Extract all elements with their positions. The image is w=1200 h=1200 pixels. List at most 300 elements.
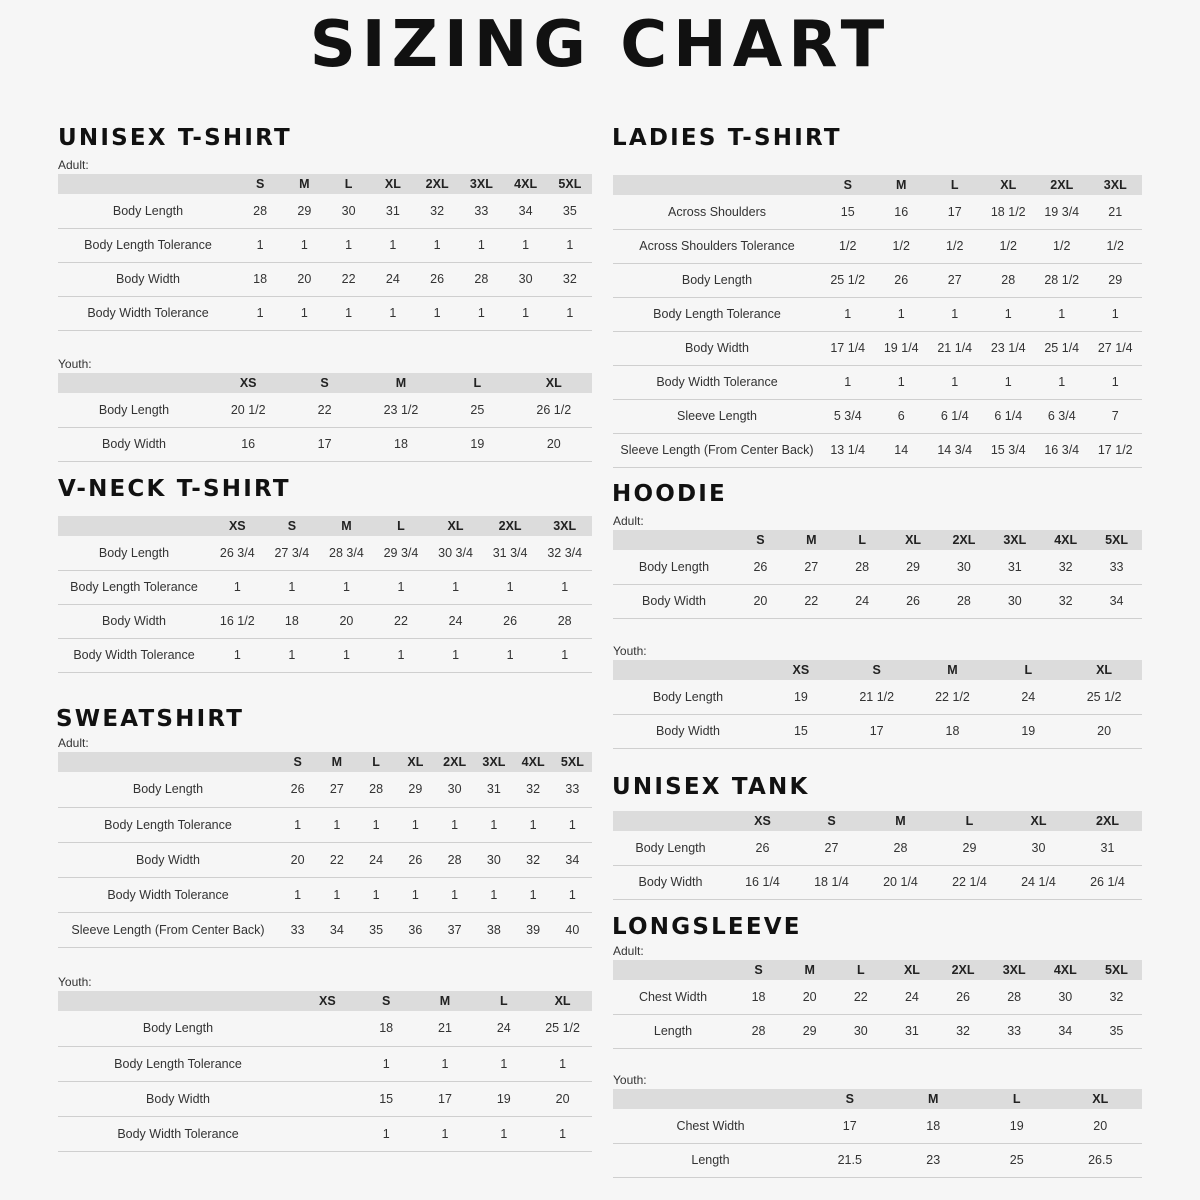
size-value: 1: [317, 877, 356, 912]
size-value: 27: [317, 772, 356, 807]
table-header-row: [613, 175, 1142, 195]
size-value: 28 3/4: [319, 536, 374, 570]
size-value: 26 3/4: [210, 536, 265, 570]
size-value: 26: [278, 772, 317, 807]
header-blank: [58, 752, 278, 772]
size-value: [298, 1046, 357, 1081]
size-value: 1: [435, 807, 474, 842]
size-value: 19: [990, 714, 1066, 748]
size-header: XS: [210, 373, 286, 393]
size-value: 25 1/4: [1035, 331, 1089, 365]
size-header: 2XL: [939, 530, 990, 550]
unisex-tank-title: UNISEX TANK: [612, 774, 810, 800]
size-value: 22: [786, 584, 837, 618]
header-blank: [613, 175, 821, 195]
table-row: [58, 1081, 592, 1116]
table-row: [58, 1116, 592, 1151]
size-value: 1: [483, 638, 538, 672]
size-value: 18: [892, 1109, 976, 1143]
measurement-label: Body Length Tolerance: [58, 570, 210, 604]
header-blank: [613, 1089, 808, 1109]
size-value: 29: [1089, 263, 1143, 297]
measurement-label: Body Width Tolerance: [58, 296, 238, 330]
size-header: 3XL: [1089, 175, 1143, 195]
size-value: 1: [357, 877, 396, 912]
size-value: 1: [317, 807, 356, 842]
size-value: 36: [396, 912, 435, 947]
size-value: 28: [435, 842, 474, 877]
size-value: 33: [989, 1014, 1040, 1048]
size-value: 26: [728, 831, 797, 865]
size-value: 27 1/4: [1089, 331, 1143, 365]
size-value: 27: [797, 831, 866, 865]
size-header: XL: [396, 752, 435, 772]
measurement-label: Body Width: [613, 331, 821, 365]
measurement-label: Body Length: [58, 1011, 298, 1046]
size-value: 1: [553, 877, 592, 912]
size-value: 28: [866, 831, 935, 865]
size-value: 1: [553, 807, 592, 842]
size-value: 26: [888, 584, 939, 618]
size-header: S: [286, 373, 362, 393]
size-value: [298, 1081, 357, 1116]
size-value: 28 1/2: [1035, 263, 1089, 297]
size-value: 28: [537, 604, 592, 638]
table-row: [58, 1011, 592, 1046]
size-value: 24: [990, 680, 1066, 714]
size-value: 1: [821, 365, 875, 399]
longsleeve-adult-label: Adult:: [613, 944, 644, 958]
size-header: XS: [728, 811, 797, 831]
size-header: 3XL: [474, 752, 513, 772]
table-row: [613, 331, 1142, 365]
size-value: 35: [548, 194, 592, 228]
size-value: 15: [763, 714, 839, 748]
table-header-row: [58, 373, 592, 393]
size-value: 17: [416, 1081, 475, 1116]
size-value: 24: [837, 584, 888, 618]
size-value: 32: [514, 842, 553, 877]
table-row: [613, 680, 1142, 714]
size-header: 2XL: [415, 174, 459, 194]
size-value: [298, 1116, 357, 1151]
size-value: 19 1/4: [875, 331, 929, 365]
size-value: 1: [374, 638, 429, 672]
size-value: 1: [533, 1046, 592, 1081]
size-value: 1: [396, 807, 435, 842]
table-row: [613, 297, 1142, 331]
size-value: 1: [548, 296, 592, 330]
size-value: 1: [514, 877, 553, 912]
size-value: 20: [1066, 714, 1142, 748]
size-value: 5 3/4: [821, 399, 875, 433]
size-value: 29: [282, 194, 326, 228]
size-value: 33: [1091, 550, 1142, 584]
size-header: M: [319, 516, 374, 536]
sweatshirt-title: SWEATSHIRT: [56, 706, 245, 732]
size-value: 1: [928, 365, 982, 399]
table-row: [58, 842, 592, 877]
size-header: 5XL: [553, 752, 592, 772]
size-value: 1: [1035, 297, 1089, 331]
measurement-label: Length: [613, 1014, 733, 1048]
size-header: S: [797, 811, 866, 831]
measurement-label: Body Width Tolerance: [613, 365, 821, 399]
size-value: 23: [892, 1143, 976, 1177]
table-row: [613, 195, 1142, 229]
size-value: 1: [435, 877, 474, 912]
table-row: [613, 229, 1142, 263]
size-value: 24 1/4: [1004, 865, 1073, 899]
size-header: S: [238, 174, 282, 194]
size-value: 1: [278, 877, 317, 912]
measurement-label: Across Shoulders Tolerance: [613, 229, 821, 263]
size-value: 1: [265, 638, 320, 672]
size-value: 1: [428, 570, 483, 604]
size-header: 3XL: [459, 174, 503, 194]
size-header: 2XL: [938, 960, 989, 980]
measurement-label: Body Length Tolerance: [58, 1046, 298, 1081]
table-row: [58, 877, 592, 912]
size-value: 1: [982, 365, 1036, 399]
size-value: 1: [982, 297, 1036, 331]
size-value: 22: [835, 980, 886, 1014]
size-header: 3XL: [989, 530, 1040, 550]
size-value: 24: [428, 604, 483, 638]
table-row: [58, 604, 592, 638]
size-value: 1: [504, 228, 548, 262]
size-header: M: [892, 1089, 976, 1109]
size-value: 32 3/4: [537, 536, 592, 570]
size-value: 34: [504, 194, 548, 228]
size-header: L: [975, 1089, 1059, 1109]
size-value: 1: [357, 1116, 416, 1151]
size-value: 17 1/4: [821, 331, 875, 365]
size-value: 34: [1040, 1014, 1091, 1048]
size-value: 31 3/4: [483, 536, 538, 570]
size-value: 26: [396, 842, 435, 877]
size-value: 29: [396, 772, 435, 807]
table-header-row: [613, 811, 1142, 831]
size-value: 33: [553, 772, 592, 807]
size-value: 35: [1091, 1014, 1142, 1048]
table-header-row: [613, 1089, 1142, 1109]
size-value: 26 1/4: [1073, 865, 1142, 899]
table-row: [58, 393, 592, 427]
ladies-tshirt-table: [613, 175, 1142, 468]
measurement-label: Body Width Tolerance: [58, 1116, 298, 1151]
size-value: 22: [286, 393, 362, 427]
longsleeve-youth-label: Youth:: [613, 1073, 647, 1087]
size-value: 1: [514, 807, 553, 842]
size-value: 1: [875, 297, 929, 331]
size-value: 33: [278, 912, 317, 947]
size-value: 24: [357, 842, 396, 877]
size-value: 1: [282, 296, 326, 330]
ladies-tshirt-title: LADIES T-SHIRT: [612, 125, 842, 151]
size-header: S: [733, 960, 784, 980]
size-value: [298, 1011, 357, 1046]
size-value: 13 1/4: [821, 433, 875, 467]
size-value: 14: [875, 433, 929, 467]
size-value: 24: [371, 262, 415, 296]
unisex-tshirt-adult-label: Adult:: [58, 158, 89, 172]
size-value: 30: [435, 772, 474, 807]
table-row: [58, 427, 592, 461]
size-value: 1: [278, 807, 317, 842]
table-row: [613, 831, 1142, 865]
size-header: M: [866, 811, 935, 831]
size-value: 1: [238, 296, 282, 330]
size-value: 31: [474, 772, 513, 807]
size-value: 6: [875, 399, 929, 433]
size-value: 1: [474, 807, 513, 842]
size-value: 1/2: [982, 229, 1036, 263]
size-value: 33: [459, 194, 503, 228]
measurement-label: Body Length: [58, 393, 210, 427]
measurement-label: Body Width: [613, 584, 735, 618]
size-value: 7: [1089, 399, 1143, 433]
table-row: [613, 433, 1142, 467]
size-value: 21 1/4: [928, 331, 982, 365]
size-value: 21: [1089, 195, 1143, 229]
size-value: 1: [537, 570, 592, 604]
size-value: 1: [357, 1046, 416, 1081]
size-value: 34: [317, 912, 356, 947]
measurement-label: Body Length: [58, 536, 210, 570]
size-value: 24: [886, 980, 937, 1014]
size-value: 22: [327, 262, 371, 296]
size-value: 16 1/2: [210, 604, 265, 638]
measurement-label: Body Width: [58, 604, 210, 638]
size-value: 31: [1073, 831, 1142, 865]
size-value: 29: [888, 550, 939, 584]
size-value: 21: [416, 1011, 475, 1046]
measurement-label: Chest Width: [613, 1109, 808, 1143]
table-row: [613, 584, 1142, 618]
size-value: 27: [786, 550, 837, 584]
size-value: 1/2: [821, 229, 875, 263]
size-value: 32: [1040, 550, 1091, 584]
size-value: 22 1/4: [935, 865, 1004, 899]
size-value: 18: [915, 714, 991, 748]
size-header: 4XL: [1040, 530, 1091, 550]
size-header: M: [363, 373, 439, 393]
measurement-label: Body Width: [613, 865, 728, 899]
size-value: 20: [784, 980, 835, 1014]
size-value: 17 1/2: [1089, 433, 1143, 467]
header-blank: [58, 516, 210, 536]
sweatshirt-adult-label: Adult:: [58, 736, 89, 750]
size-value: 1: [474, 1116, 533, 1151]
table-header-row: [613, 960, 1142, 980]
table-row: [58, 1046, 592, 1081]
size-value: 20: [1059, 1109, 1143, 1143]
longsleeve-adult-table: [613, 960, 1142, 1049]
size-value: 30: [474, 842, 513, 877]
size-value: 1/2: [875, 229, 929, 263]
size-header: 2XL: [483, 516, 538, 536]
size-value: 32: [514, 772, 553, 807]
size-header: S: [808, 1089, 892, 1109]
size-value: 1: [1089, 365, 1143, 399]
hoodie-youth-table: [613, 660, 1142, 749]
size-value: 18: [357, 1011, 416, 1046]
size-header: L: [928, 175, 982, 195]
size-value: 32: [938, 1014, 989, 1048]
size-header: XL: [982, 175, 1036, 195]
measurement-label: Body Length Tolerance: [613, 297, 821, 331]
size-header: 5XL: [1091, 960, 1142, 980]
size-value: 34: [553, 842, 592, 877]
vneck-tshirt-table: [58, 516, 592, 673]
measurement-label: Body Width: [613, 714, 763, 748]
size-header: M: [317, 752, 356, 772]
size-value: 1: [504, 296, 548, 330]
size-header: XL: [371, 174, 415, 194]
measurement-label: Chest Width: [613, 980, 733, 1014]
size-value: 19: [975, 1109, 1059, 1143]
size-value: 1: [533, 1116, 592, 1151]
size-value: 30: [989, 584, 1040, 618]
table-row: [58, 296, 592, 330]
header-blank: [613, 960, 733, 980]
size-header: S: [839, 660, 915, 680]
size-value: 26: [938, 980, 989, 1014]
size-value: 25 1/2: [821, 263, 875, 297]
page-title: SIZING CHART: [309, 8, 891, 82]
size-value: 22: [374, 604, 429, 638]
size-value: 1: [428, 638, 483, 672]
size-value: 16 3/4: [1035, 433, 1089, 467]
header-blank: [58, 991, 298, 1011]
table-row: [613, 1014, 1142, 1048]
size-value: 28: [357, 772, 396, 807]
size-value: 1: [821, 297, 875, 331]
size-value: 1: [416, 1046, 475, 1081]
size-header: XL: [886, 960, 937, 980]
header-blank: [58, 174, 238, 194]
size-value: 27 3/4: [265, 536, 320, 570]
size-header: 2XL: [1073, 811, 1142, 831]
size-value: 16: [875, 195, 929, 229]
size-value: 1/2: [1089, 229, 1143, 263]
size-value: 6 3/4: [1035, 399, 1089, 433]
table-row: [613, 365, 1142, 399]
size-value: 31: [886, 1014, 937, 1048]
size-value: 35: [357, 912, 396, 947]
size-header: M: [875, 175, 929, 195]
table-row: [58, 807, 592, 842]
table-row: [58, 772, 592, 807]
size-value: 30: [504, 262, 548, 296]
unisex-tshirt-adult-table: [58, 174, 592, 331]
hoodie-youth-label: Youth:: [613, 644, 647, 658]
size-value: 28: [982, 263, 1036, 297]
size-value: 1/2: [1035, 229, 1089, 263]
size-value: 32: [1091, 980, 1142, 1014]
size-header: XL: [1066, 660, 1142, 680]
size-value: 1: [537, 638, 592, 672]
measurement-label: Body Length Tolerance: [58, 228, 238, 262]
measurement-label: Sleeve Length (From Center Back): [58, 912, 278, 947]
measurement-label: Body Width Tolerance: [58, 877, 278, 912]
size-header: 3XL: [537, 516, 592, 536]
table-row: [613, 1143, 1142, 1177]
size-header: XS: [298, 991, 357, 1011]
size-value: 15: [357, 1081, 416, 1116]
size-header: 4XL: [1040, 960, 1091, 980]
measurement-label: Body Length: [58, 772, 278, 807]
size-header: L: [835, 960, 886, 980]
table-row: [58, 912, 592, 947]
sweatshirt-youth-table: [58, 991, 592, 1152]
table-header-row: [58, 174, 592, 194]
size-value: 1: [459, 296, 503, 330]
size-value: 1: [371, 228, 415, 262]
size-value: 20: [516, 427, 592, 461]
size-header: M: [786, 530, 837, 550]
table-row: [613, 865, 1142, 899]
table-row: [613, 1109, 1142, 1143]
header-blank: [613, 811, 728, 831]
size-value: 18 1/4: [797, 865, 866, 899]
table-row: [58, 262, 592, 296]
size-value: 28: [459, 262, 503, 296]
size-value: 6 1/4: [928, 399, 982, 433]
size-value: 1: [327, 228, 371, 262]
hoodie-adult-label: Adult:: [613, 514, 644, 528]
size-header: L: [357, 752, 396, 772]
size-value: 1: [357, 807, 396, 842]
size-value: 20: [735, 584, 786, 618]
size-value: 1: [210, 570, 265, 604]
size-value: 18: [238, 262, 282, 296]
measurement-label: Body Length: [58, 194, 238, 228]
size-header: L: [327, 174, 371, 194]
size-header: M: [784, 960, 835, 980]
size-value: 39: [514, 912, 553, 947]
size-value: 20 1/2: [210, 393, 286, 427]
size-header: XL: [888, 530, 939, 550]
header-blank: [58, 373, 210, 393]
size-value: 1: [415, 228, 459, 262]
size-value: 26: [735, 550, 786, 584]
size-value: 28: [238, 194, 282, 228]
table-row: [613, 980, 1142, 1014]
size-value: 26 1/2: [516, 393, 592, 427]
size-value: 37: [435, 912, 474, 947]
header-blank: [613, 660, 763, 680]
size-value: 6 1/4: [982, 399, 1036, 433]
size-value: 1: [474, 1046, 533, 1081]
size-value: 1: [474, 877, 513, 912]
table-header-row: [613, 660, 1142, 680]
size-value: 30: [835, 1014, 886, 1048]
size-value: 1: [483, 570, 538, 604]
size-header: S: [357, 991, 416, 1011]
size-header: XL: [533, 991, 592, 1011]
size-value: 1: [1035, 365, 1089, 399]
table-header-row: [58, 516, 592, 536]
size-value: 17: [839, 714, 915, 748]
size-value: 25 1/2: [1066, 680, 1142, 714]
measurement-label: Body Length: [613, 680, 763, 714]
size-value: 26: [875, 263, 929, 297]
size-header: 5XL: [548, 174, 592, 194]
table-header-row: [58, 991, 592, 1011]
size-value: 25: [975, 1143, 1059, 1177]
